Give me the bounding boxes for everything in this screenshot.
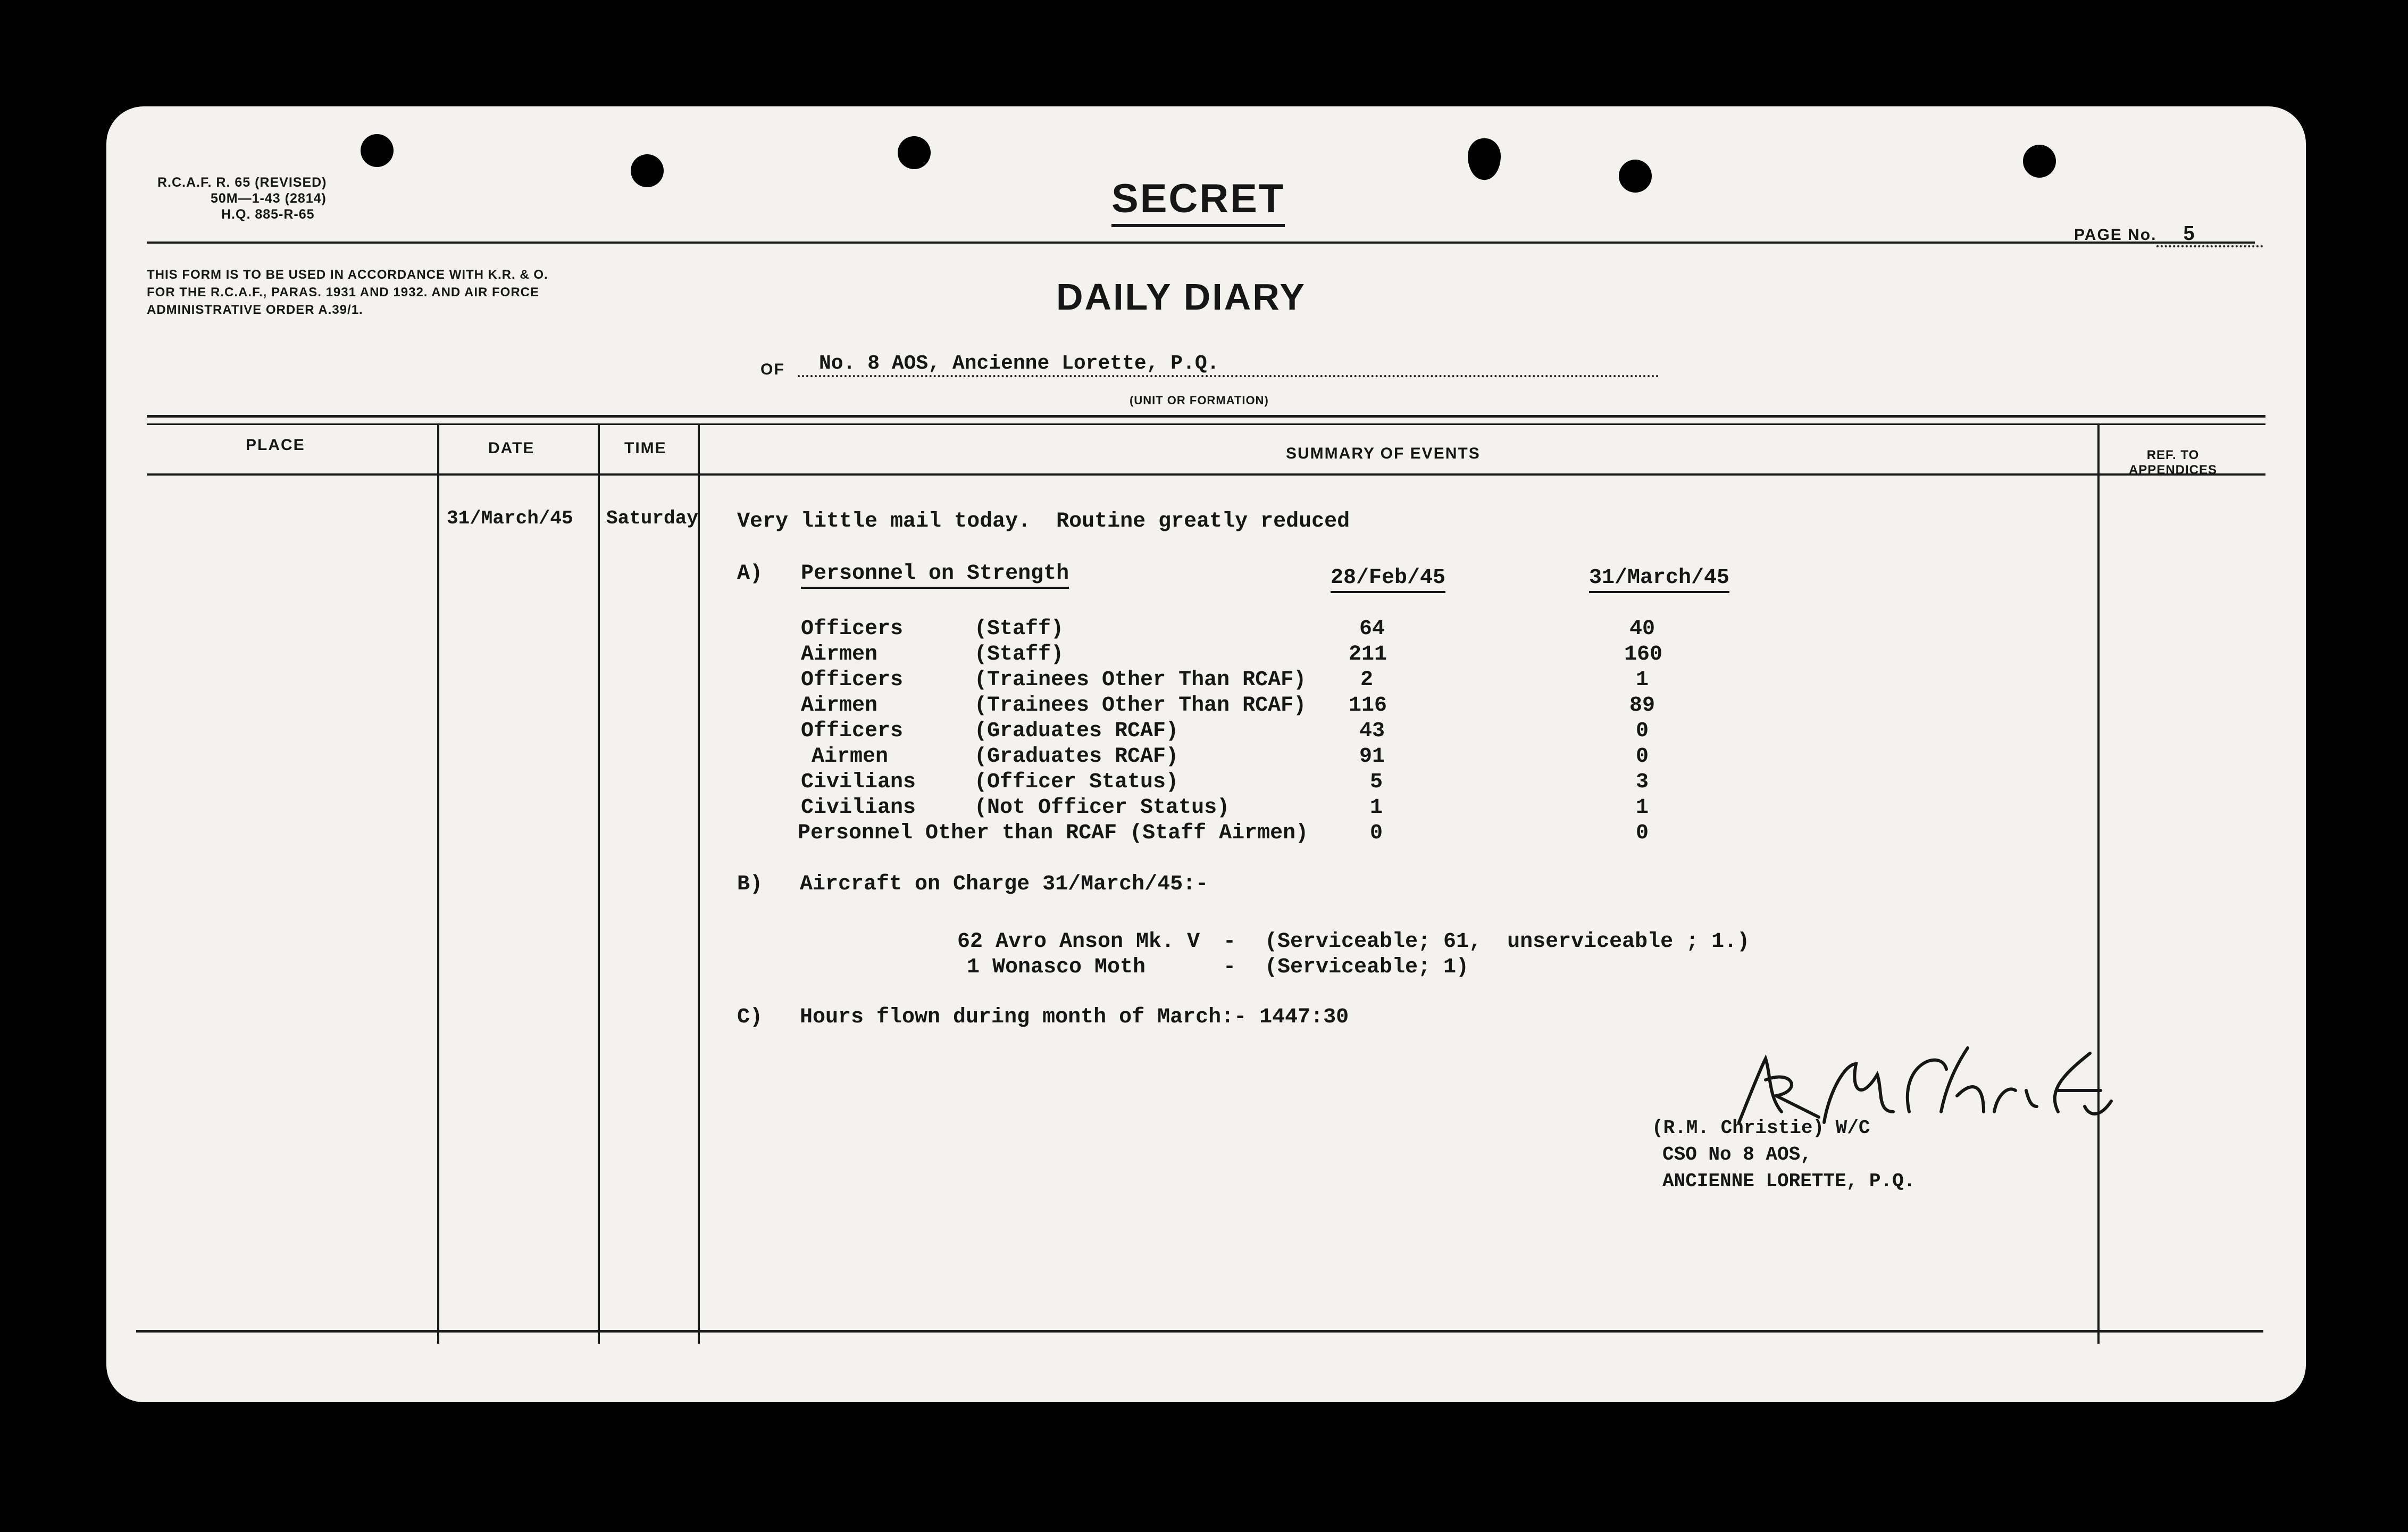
personnel-category: Officers — [801, 617, 904, 641]
column-divider-date — [598, 423, 600, 1344]
entry-intro: Very little mail today. Routine greatly reduced — [737, 510, 1350, 534]
section-a-col-feb: 28/Feb/45 — [1331, 566, 1445, 593]
personnel-desc: (Graduates RCAF) — [974, 745, 1179, 769]
entry-day: Saturday — [606, 507, 698, 529]
personnel-desc: (Officer Status) — [974, 770, 1179, 794]
personnel-desc: (Not Officer Status) — [974, 796, 1230, 820]
signatory-unit: CSO No 8 AOS, — [1662, 1144, 1812, 1165]
feb-value: 1 — [1370, 796, 1383, 820]
unit-name: No. 8 AOS, Ancienne Lorette, P.Q. — [798, 352, 1659, 377]
of-label: OF — [760, 361, 785, 378]
mar-value: 40 — [1629, 617, 1656, 641]
form-ref-line: 50M—1-43 (2814) — [211, 191, 327, 206]
form-ref-line: R.C.A.F. R. 65 (REVISED) — [157, 175, 327, 190]
punch-hole — [1468, 138, 1501, 180]
personnel-category: Officers — [801, 719, 904, 743]
mar-value: 1 — [1636, 796, 1649, 820]
section-a-marker: A) — [737, 562, 763, 586]
aircraft-type: 62 Avro Anson Mk. V — [957, 930, 1200, 954]
feb-value: 0 — [1370, 821, 1383, 845]
form-usage-notice: THIS FORM IS TO BE USED IN ACCORDANCE WITH K.R. & O. FOR THE R.C.A.F., PARAS. 1931 AND 1932. AND AIR FORCE ADMINISTRATIVE ORDER A.39/1. — [147, 268, 548, 317]
unit-caption: (UNIT OR FORMATION) — [1130, 394, 1269, 407]
feb-value: 211 — [1349, 643, 1387, 667]
signatory-name: (R.M. Christie) W/C — [1652, 1117, 1870, 1139]
personnel-category: Airmen — [801, 643, 878, 667]
page-label: PAGE No. — [2074, 226, 2157, 244]
punch-hole — [631, 154, 664, 187]
column-header-summary: SUMMARY OF EVENTS — [1286, 445, 1481, 462]
diary-title: DAILY DIARY — [1056, 276, 1306, 318]
mar-value: 0 — [1636, 745, 1649, 769]
section-a-heading: Personnel on Strength — [801, 562, 1069, 589]
personnel-category: Airmen — [801, 694, 878, 718]
header-rule — [147, 242, 2255, 244]
aircraft-dash: - — [1223, 955, 1236, 979]
table-bottom-rule — [136, 1330, 2263, 1333]
page-number: 5 — [2156, 222, 2263, 247]
feb-value: 91 — [1359, 745, 1385, 769]
table-row — [801, 617, 903, 641]
mar-value: 160 — [1624, 643, 1663, 667]
section-b-marker: B) — [737, 872, 763, 896]
punch-hole — [2023, 145, 2056, 178]
page-number-label — [2074, 222, 2263, 247]
form-ref-line: H.Q. 885-R-65 — [221, 207, 315, 222]
classification-stamp: SECRET — [1111, 176, 1285, 227]
table-row — [974, 617, 1064, 641]
section-b-heading: Aircraft on Charge 31/March/45:- — [800, 872, 1209, 896]
column-header-time: TIME — [624, 439, 667, 457]
aircraft-dash: - — [1223, 930, 1236, 954]
mar-value: 0 — [1636, 821, 1649, 845]
table-top-rule-2 — [147, 423, 2265, 425]
column-header-ref: REF. TO APPENDICES — [2128, 448, 2218, 477]
personnel-category: Civilians — [801, 770, 916, 794]
aircraft-type: 1 Wonasco Moth — [967, 955, 1146, 979]
personnel-desc: (Graduates RCAF) — [974, 719, 1179, 743]
hours-flown: Hours flown during month of March:- 1447:30 — [800, 1005, 1349, 1029]
table-header-rule — [147, 473, 2265, 476]
personnel-category: Personnel Other than RCAF (Staff Airmen) — [798, 821, 1309, 845]
aircraft-status: (Serviceable; 1) — [1265, 955, 1469, 979]
mar-value: 3 — [1636, 770, 1649, 794]
column-header-place: PLACE — [246, 436, 305, 454]
column-header-date: DATE — [488, 439, 535, 457]
mar-value: 1 — [1636, 668, 1649, 692]
punch-hole — [1619, 160, 1652, 193]
personnel-category: Officers — [801, 668, 904, 692]
signatory-location: ANCIENNE LORETTE, P.Q. — [1662, 1170, 1916, 1192]
entry-date: 31/March/45 — [447, 507, 573, 529]
personnel-desc: (Staff) — [974, 617, 1064, 641]
feb-value: 116 — [1349, 694, 1387, 718]
feb-value: 2 — [1360, 668, 1374, 692]
column-divider-summary — [2097, 423, 2100, 1344]
personnel-category: Airmen — [812, 745, 889, 769]
feb-value: 5 — [1370, 770, 1383, 794]
diary-page — [106, 106, 2306, 1402]
section-a-col-mar: 31/March/45 — [1589, 566, 1729, 593]
feb-value: 43 — [1359, 719, 1385, 743]
table-top-rule — [147, 415, 2265, 418]
mar-value: 89 — [1629, 694, 1656, 718]
personnel-desc: (Trainees Other Than RCAF) — [974, 668, 1307, 692]
punch-hole — [898, 136, 931, 169]
aircraft-status: (Serviceable; 61, unserviceable ; 1.) — [1265, 930, 1750, 954]
column-divider-time — [698, 423, 700, 1344]
section-c-marker: C) — [737, 1005, 763, 1029]
form-reference — [157, 174, 327, 222]
column-divider-place — [437, 423, 439, 1344]
personnel-category: Civilians — [801, 796, 916, 820]
mar-value: 0 — [1636, 719, 1649, 743]
feb-value: 64 — [1359, 617, 1385, 641]
personnel-desc: (Trainees Other Than RCAF) — [974, 694, 1307, 718]
punch-hole — [361, 134, 394, 167]
personnel-desc: (Staff) — [974, 643, 1064, 667]
